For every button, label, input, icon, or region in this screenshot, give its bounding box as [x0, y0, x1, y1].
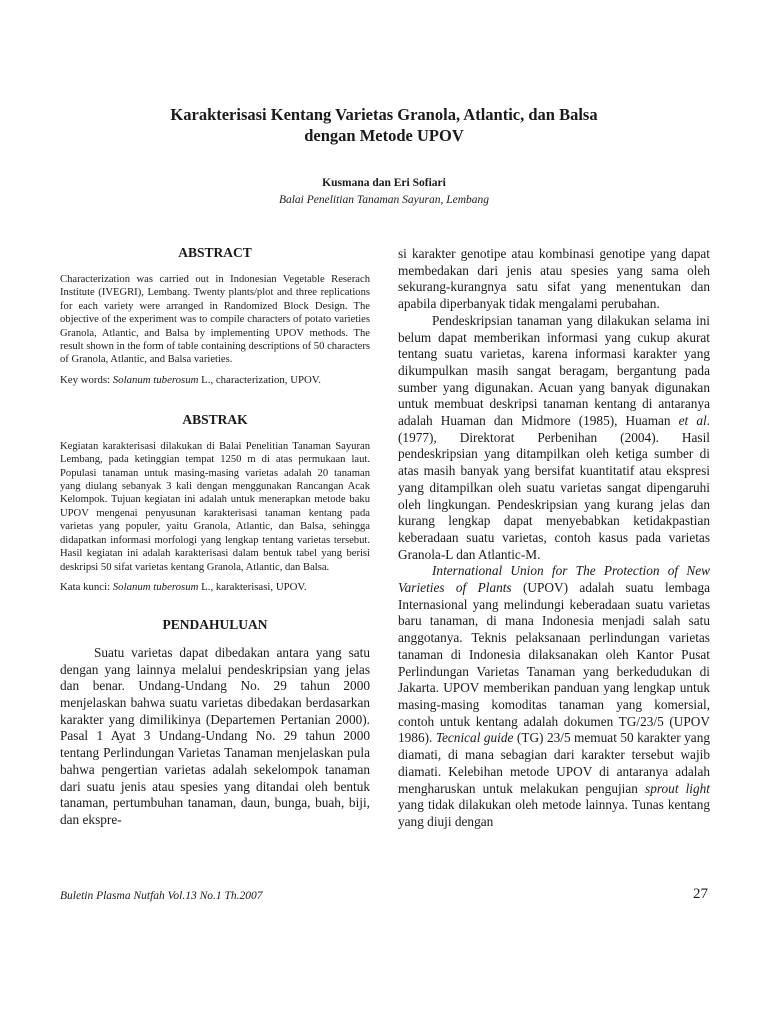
kata-kunci-rest: L., karakterisasi, UPOV.: [198, 580, 307, 593]
keywords-rest: L., characterization, UPOV.: [198, 373, 321, 386]
right-column: [398, 246, 710, 831]
title-line-2: dengan Metode UPOV: [304, 126, 464, 145]
right-paragraph-2: [398, 313, 710, 564]
p3-sprout-light: sprout light: [645, 780, 710, 796]
title-line-1: Karakterisasi Kentang Varietas Granola, Atlantic, dan Balsa: [170, 105, 598, 124]
left-column: [60, 244, 370, 829]
abstract-heading: ABSTRACT: [178, 245, 252, 260]
page-number: 27: [693, 886, 708, 902]
keywords-species: Solanum tuberosum: [112, 373, 199, 386]
intro-paragraph-1: Suatu varietas dapat dibedakan antara yang satu dengan yang lainnya melalui pendeskripsian yang jelas dan benar. Undang-Undang No. 29 tahun 2000 menjelaskan bahwa suatu varietas dibedakan berdasarkan karakter yang dimilikinya (Departemen Pertanian 2000). Pasal 1 Ayat 3 Undang-Undang No. 29 tahun 2000 tentang Perlindungan Varietas Tanaman menjelaskan pula bahwa pengertian varietas adalah sekelompok tanaman dari suatu jenis atau spesies yang ditandai oleh bentuk tanaman, pertumbuhan tanaman, daun, bunga, buah, biji, dan ekspre-: [60, 644, 370, 827]
right-paragraph-3: [398, 563, 710, 830]
p3-upov-fullname: International Union for The Protection of New Varieties of Plants: [398, 563, 710, 596]
abstrak-heading: ABSTRAK: [182, 411, 248, 427]
abstract-text: Characterization was carried out in Indonesian Vegetable Reserach Institute (IVEGRI), Lembang. Twenty plants/plot and three replications for each variety were arranged in Randomized Block Design. The objective of the experiment was to compile characters of potato varieties Granola, Atlantic, and Balsa by implementing UPOV methods. The result shown in the form of table containing descriptions of 50 characters of Granola, Atlantic, and Balsa varieties.: [60, 274, 370, 366]
kata-kunci-label: Kata kunci:: [60, 580, 111, 593]
pendahuluan-heading: PENDAHULUAN: [162, 616, 268, 632]
p3-text-b: (TG) 23/5 memuat 50 karakter yang diamati, di mana sebagian dari karakter tersebut wajib diamati. Kelebihan metode UPOV di antaranya adalah mengharuskan untuk melakukan pengujian: [398, 730, 711, 796]
p2-text-b: . (1977), Direktorat Perbenihan (2004). Hasil pendeskripsian yang ditampilkan oleh ketiga sumber di atas masih banyak yang bersifat kuantitatif atau ekspresi yang ditampilkan oleh suatu varietas sangat dipengaruhi oleh lingkungan. Pendeskripsian yang kurang jelas dan kurang lengkap dapat menyebabkan ketidakpastian keberadaan suatu varietas, contoh kasus pada varietas Granola-L dan Atlantic-M.: [398, 413, 710, 562]
keywords-label: Key words:: [60, 373, 111, 386]
p2-et-al: et al: [678, 413, 707, 429]
abstract-keywords: [60, 373, 370, 387]
p2-text-a: Pendeskripsian tanaman yang dilakukan selama ini belum dapat memberikan informasi yang cukup akurat tentang suatu varietas, karena informasi karakter yang dikumpulkan masih sangat beragam, bergantung pada sumber yang digunakan. Acuan yang banyak digunakan untuk membuat deskripsi tanaman kentang di antaranya adalah Huaman dan Midmore (1985), Huaman: [398, 312, 710, 429]
p3-text-c: yang tidak dilakukan oleh metode lainnya. Tunas kentang yang diuji dengan: [398, 797, 710, 829]
abstrak-keywords: [60, 580, 370, 594]
affiliation: Balai Penelitian Tanaman Sayuran, Lembang: [278, 194, 490, 206]
authors: Kusmana dan Eri Sofiari: [322, 177, 446, 189]
kata-kunci-species: Solanum tuberosum: [112, 580, 199, 593]
abstrak-text: Kegiatan karakterisasi dilakukan di Balai Penelitian Tanaman Sayuran Lembang, pada ketinggian tempat 1250 m di atas permukaan laut. Populasi tanaman untuk masing-masing varietas adalah 20 tanaman yang diulang sebanyak 3 kali dengan menggunakan Rancangan Acak Kelompok. Tujuan kegiatan ini adalah untuk menerapkan metode baku UPOV mengenai penyusunan karakterisasi tanaman kentang pada varietas yang populer, yaitu Granola, Atlantic, dan Balsa, sehingga didapatkan informasi morfologi yang lengkap tentang varietas tersebut. Hasil kegiatan ini adalah karakterisasi dalam bentuk tabel yang berisi deskripsi 50 sifat varietas kentang Granola, Atlantic, dan Balsa.: [60, 440, 370, 573]
footer-journal: Buletin Plasma Nutfah Vol.13 No.1 Th.2007: [60, 890, 263, 902]
right-paragraph-1: si karakter genotipe atau kombinasi genotipe yang dapat membedakan dari jenis atau spesies yang sama oleh sekurang-kurangnya satu sifat yang menentukan dan apabila diperbanyak tidak mengalami perubahan.: [398, 246, 710, 312]
p3-tecnical-guide: Tecnical guide: [435, 730, 514, 746]
paper-title: [60, 104, 708, 146]
p3-text-a: (UPOV) adalah suatu lembaga Internasional yang melindungi keberadaan suatu varietas baru tanaman, di mana Indonesia menjadi salah satu anggotanya. Teknis pelaksanaan perlindungan varietas tanaman di Indonesia dilaksanakan oleh Kantor Pusat Perlindungan Varietas Tanaman yang berkedudukan di Jakarta. UPOV memberikan panduan yang lengkap untuk masing-masing komoditas tanaman yang komersial, contoh untuk kentang adalah dokumen TG/23/5 (UPOV 1986).: [398, 580, 710, 746]
